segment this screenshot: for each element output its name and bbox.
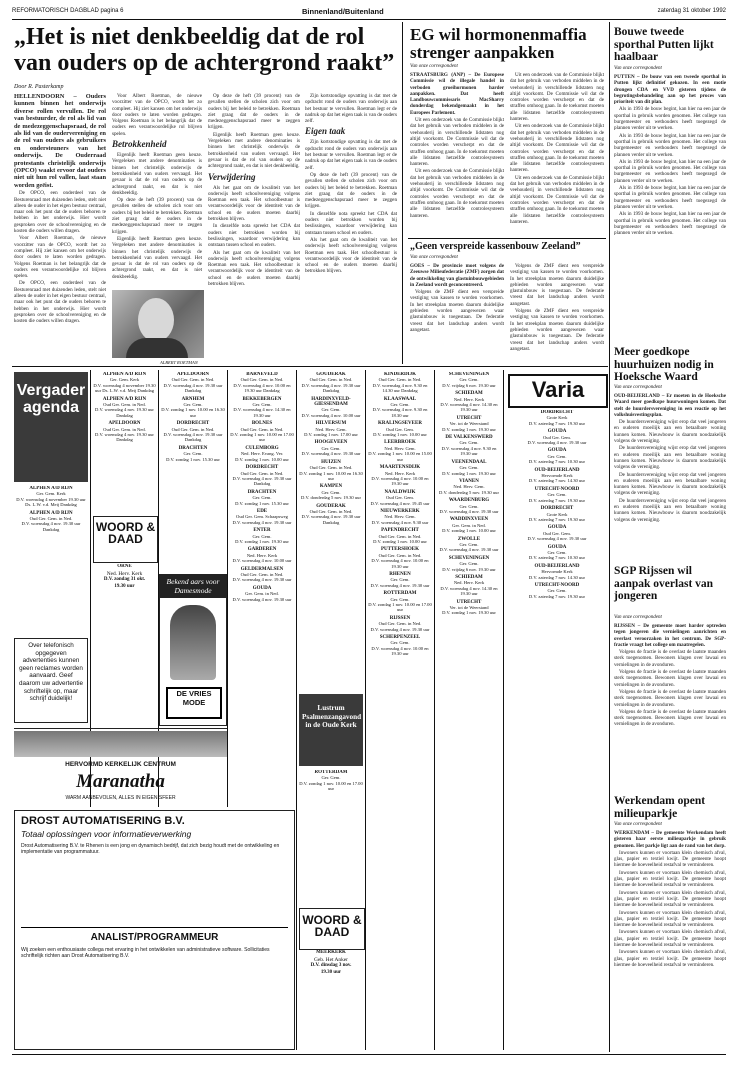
woord-daad-details-2: MEERKERK Geb. Het Anker D.V. dinsdag 3 nov. 19.30 uur — [310, 950, 352, 975]
sporthal-text-b: Als in 1993 de bouw begint, kan hier na een jaar de sporthal in gebruik worden genomen. Het college van burgemeester en wethouders heeft toegezegd de plannen verder uit te werken. — [614, 132, 726, 158]
main-body-2c: Voor Albert Roetman, de nieuwe voorzitter van de OPCO, wordt het zo compleet. Hij ziet kansen om het onderwijs door ouders te laten worden gedragen. Volgens Roetman is het belangrijk dat de ouders een verantwoordelijke rol blijven spelen. — [112, 93, 202, 137]
listing-entry: OUD-BEIJERLAND Hervormde Kerk D.V. zaterdag 7 nov. 14.30 uur — [528, 563, 586, 580]
listing-col-2 — [161, 372, 225, 572]
eg-body: Uit een onderzoek van de Commissie blijkt dat het gebruik van verboden middelen in de veehouderij in verschillende lidstaten nog altijd voorkomt. De Commissie wil dat de controles worden verscherpt en dat de straffen omhoog gaan. In de toekomst moeten alle lidstaten hetzelfde controlesysteem hanteren. — [410, 117, 504, 168]
listing-entry: MAARTENSDIJK Ned. Herv. Kerk D.V. woensdag 4 nov. 10.00 en 19.30 uur — [371, 465, 429, 487]
listing-entry: BOLNES Oud Ger. Gem. in Ned. D.V. zondag 1 nov. 10.00 en 17.00 uur — [230, 421, 294, 443]
main-column-3 — [208, 93, 300, 361]
listing-entry: UTRECHT Ver. tot de Weerstand D.V. zondag 1 nov. 19.30 uur — [442, 415, 496, 432]
listing-entry: VEENENDAAL Ger. Gem. D.V. zondag 1 nov. 19.30 uur — [442, 459, 496, 476]
eg-body-e: Uit een onderzoek van de Commissie blijkt dat het gebruik van verboden middelen in de veehouderij in verschillende lidstaten nog altijd voorkomt. De Commissie wil dat de controles worden verscherpt en dat de straffen omhoog gaan. In de toekomst moeten alle lidstaten hetzelfde controlesysteem hanteren. — [510, 174, 604, 225]
zeeland-body: Volgens de ZMF dient een verspreide vestiging van kassen te worden voorkomen. In het streekplan moeten daarom duidelijke gebieden worden aangewezen waar glastuinbouw is toegestaan. De federatie vreest dat het landschap anders wordt aangetast. — [410, 289, 504, 333]
main-body-7b: In diezelfde nota spreekt het CDA dat ouders niet betrokken worden bij beslissingen, waardoor verwijdering kan ontstaan tussen school en ouders. — [305, 210, 397, 236]
listing-entry: NIEUWERKERK Ned. Herv. Gem. D.V. woensdag 4 nov. 9.30 uur — [371, 508, 429, 525]
maranatha-tagline: WARM AANBEVOLEN, ALLES IN EIGEN SFEER — [65, 795, 176, 801]
main-headline: „Het is niet denkbeeldig dat de rol van ouders op de achtergrond raakt” — [14, 24, 395, 76]
listing-entry: KRALINGSEVEER Oud Ger. Gem. D.V. zondag 1 nov. 10.00 uur — [373, 421, 427, 438]
listing-entry: HUIZEN Oud Ger. Gem. in Ned. D.V. zondag 1 nov. 10.00 en 16.30 uur — [299, 459, 363, 481]
devries-title: Bekend aars voor Damesmode — [160, 575, 226, 598]
zeeland-body-c: Volgens de ZMF dient een verspreide vestiging van kassen te worden voorkomen. In het streekplan moeten daarom duidelijke gebieden worden aangewezen waar glastuinbouw is toegestaan. De federatie vreest dat het landschap anders wordt aangetast. — [510, 308, 604, 352]
listing-entry: GOUDERAK Oud Ger. Gem. in Ned. D.V. woensdag 4 nov. 19.30 uur Dankdag — [301, 372, 361, 394]
listing-entry: GOUDA Ger. Gem. D.V. zaterdag 7 nov. 10.30 uur — [528, 544, 586, 561]
milieu-text: Inwoners kunnen er voortaan klein chemisch afval, glas, papier en textiel kwijt. De gemeente hoopt hiermee de hoeveelheid restafval te verminderen. — [614, 849, 726, 869]
eg-lead: STRAATSBURG (ANP) – De Europese Commissie wil de illegale handel in verboden groeihormonen harder aanpakken. Dat heeft Landbouwcommissaris MacSharry donderdag bekendgemaakt in het Europees Parlement. — [410, 72, 504, 116]
listing-entry: HOOGEVEEN Ger. Gem. D.V. woensdag 4 nov. 19.30 uur — [301, 440, 361, 457]
drost-ad — [14, 810, 295, 1050]
sporthal-text-e: Als in 1993 de bouw begint, kan hier na een jaar de sporthal in gebruik worden genomen. Het college van burgemeester en wethouders heeft toegezegd de plannen verder uit te werken. — [614, 211, 726, 237]
listing-entry: EDE Oud Ger. Gem. Schaapsweg D.V. woensdag 4 nov. 19.30 uur — [232, 508, 292, 525]
main-body-3b: Eigenlijk heeft Roetman geen keuze. Vergeleken met andere denominaties is binnen het christelijk onderwijs de betrokkenheid van ouders vervaagd. Het gevaar is dat de rol van ouders op de achtergrond raakt, en dat is niet denkbeeldig. — [112, 235, 202, 280]
milieu-text-c: Inwoners kunnen er voortaan klein chemisch afval, glas, papier en textiel kwijt. De gemeente hoopt hiermee de hoeveelheid restafval te verminderen. — [614, 889, 726, 909]
sgp-text-c: Volgens de fractie is de overlast de laatste maanden sterk toegenomen. Bewoners klagen over lawaai en vernielingen in de avonduren. — [614, 688, 726, 708]
zeeland-byline: Van onze correspondent — [410, 255, 458, 260]
huurhuizen-body — [614, 393, 726, 565]
listing-entry: WADDINXVEEN Ger. Gem. in Ned. D.V. zondag 1 nov. 10.00 uur — [442, 517, 496, 534]
listing-entry: OUD-BEIJERLAND Hervormde Kerk D.V. zaterdag 7 nov. 14.30 uur — [528, 467, 586, 484]
listing-entry: SCHIEDAM Ned. Herv. Kerk D.V. woensdag 4 nov. 14.30 en 19.30 uur — [440, 575, 498, 597]
huurhuizen-text-d: De huurdersvereniging wijst erop dat veel jongeren en ouderen moeilijk aan een betaalbare woning kunnen komen. Nieuwbouw is daarom noodzakelijk volgens de vereniging. — [614, 497, 726, 523]
model-photo — [170, 605, 216, 680]
main-column-2 — [112, 93, 202, 286]
listing-entry: DORDRECHT Grote Kerk D.V. zaterdag 7 nov. 19.30 uur — [528, 410, 586, 426]
listing-entry: DORDRECHT Oud Ger. Gem. in Ned. D.V. woensdag 4 nov. 19.30 uur Dankdag — [232, 465, 292, 487]
listing-entry: RIJSSEN Oud Ger. Gem. in Ned. D.V. woensdag 4 nov. 19.30 uur — [370, 615, 430, 632]
page-header — [12, 8, 726, 18]
listing-entry: APELDOORN Oud Ger. Gem. in Ned. D.V. woensdag 4 nov. 19.30 uur Dankdag — [163, 372, 223, 394]
listing-col-3 — [230, 372, 294, 807]
listing-entry: WAARDENBURG Ger. Gem. D.V. woensdag 4 nov. 19.30 uur — [439, 498, 499, 514]
zeeland-body-b: Volgens de ZMF dient een verspreide vestiging van kassen te worden voorkomen. In het streekplan moeten daarom duidelijke gebieden worden aangewezen waar glastuinbouw is toegestaan. De federatie vreest dat het landschap anders wordt aangetast. — [510, 263, 604, 307]
listing-entry: UTRECHT-NOORD Ger. Gem. D.V. zaterdag 7 nov. 19.30 uur — [528, 486, 586, 503]
listing-entry: HILVERSUM Ned. Herv. Gem. D.V. zondag 1 nov. 17.00 uur — [304, 421, 358, 438]
listing-entry: ALPHEN A/D RIJN Ger. Gem. Kerk D.V. woensdag 4 november 19.30 uur Ds. L.W. v.d. Meij Dankdag — [93, 372, 156, 394]
listing-entry: DE VALKENSWERD Ger. Gem. D.V. woensdag 4 nov. 9.30 en 19.30 uur — [441, 435, 497, 457]
header-right: zaterdag 31 oktober 1992 — [657, 8, 726, 14]
listing-col-4 — [299, 372, 363, 692]
listing-col-0 — [14, 486, 88, 574]
milieu-body — [614, 830, 726, 1052]
sporthal-lead: PUTTEN – De bouw van een tweede sporthal in Putten lijkt definitief gekozen. In een motie drongen CDA en VVD gisteren tijdens de begrotingsbehandeling aan op het proces van prioriteit van dit plan. — [614, 74, 726, 106]
drost-title: DROST AUTOMATISERING B.V. — [21, 815, 185, 827]
listing-entry: DRACHTEN Ger. Gem. D.V. zondag 1 nov. 15.30 uur — [235, 489, 289, 506]
sporthal-byline: Van onze correspondent — [614, 66, 662, 71]
main-column-1 — [14, 93, 106, 361]
portrait-shoulders — [126, 338, 188, 358]
sgp-body — [614, 623, 726, 791]
main-body-5a: Zijn kortstondige opvatting is dat met de opdracht rond de ouders van onderwijs aan het bestuur te vervullen. Roetman legt er de nadruk op dat het eigen taak is van de ouders zelf. — [305, 93, 397, 125]
main-body-4b: Op deze de heft (39 procent) van de gevallen stellen de scholen zich voor om ouders bij het beleid te betrekken. Roetman ziet graag dat de ouders in de medezeggenschapsraad meer te zeggen krijgen. — [208, 93, 300, 131]
milieu-text-d: Inwoners kunnen er voortaan klein chemisch afval, glas, papier en textiel kwijt. De gemeente hoopt hiermee de hoeveelheid restafval te verminderen. — [614, 909, 726, 929]
listing-entry: RHENEN Ger. Gem. D.V. woensdag 4 nov. 19.30 uur — [370, 572, 430, 588]
drost-vacancy: ANALIST/PROGRAMMEUR — [90, 932, 219, 943]
vergader-agenda-logo: Vergader agenda — [14, 372, 88, 482]
listing-entry: ALPHEN A/D RIJN Ger. Gem. Kerk D.V. woensdag 4 november 19.30 uur Ds. L.W. v.d. Meij Dankdag — [16, 486, 86, 508]
listing-entry: ROTTERDAM Ger. Gem. D.V. zondag 1 nov. 10.00 en 17.00 uur — [368, 591, 432, 613]
portrait-face — [138, 298, 174, 342]
listing-entry: HARDINXVELD-GIESSENDAM Ger. Gem. D.V. woensdag 4 nov. 10.00 uur — [301, 396, 361, 418]
listing-entry: BEKKEBERGEN Ger. Gem. D.V. woensdag 4 nov. 14.30 en 19.30 uur — [233, 396, 291, 418]
main-subhead-2: Eigen taak — [305, 126, 346, 137]
zeeland-lead: GOES – De provincie moet volgens de Zeeuwse Milieufederatie (ZMF) zorgen dat de ontwikkeling van glastuinbouwgebieden in Zeeland wordt geconcentreerd. — [410, 263, 504, 288]
zeeland-column-2 — [510, 263, 604, 366]
listing-entry: ALPHEN A/D RIJN Oud Ger. Gem. in Ned. D.V. woensdag 4 nov. 19.30 uur Dankdag — [95, 396, 154, 418]
milieu-text-b: Inwoners kunnen er voortaan klein chemisch afval, glas, papier en textiel kwijt. De gemeente hoopt hiermee de hoeveelheid restafval te verminderen. — [614, 869, 726, 889]
lustrum-ad: Lustrum Psalmenzangavond in de Oude Kerk — [299, 694, 363, 766]
listing-entry: KLAASWAAL Ger. Gem. D.V. woensdag 4 nov. 9.30 en 18.30 uur — [372, 396, 428, 418]
main-byline: Door R. Pasterkamp — [14, 84, 64, 90]
main-lead: HELLENDOORN – Ouders kunnen binnen het onderwijs diverse rollen vervullen. De rol van bestuurder, de rol als lid van de medezeggenschapsraad, de rol als lid van de oudervereniging en de rol van ouders als gebruikers en ondersteuners van het onderwijs. De Ouderraad protestants christelijk onderwijs (OPCO) waakt ervoor dat ouders niet uit hun rol vallen, laat staan worden geëist. — [14, 93, 106, 189]
listing-entry: SCHEVENINGEN Ger. Gem. D.V. vrijdag 6 nov. 19.30 uur — [442, 372, 496, 388]
listing-entry: BARNEVELD Oud Ger. Gem. in Ned. D.V. woensdag 4 nov. 10.00 en 19.30 uur Dankdag — [233, 372, 291, 394]
sporthal-text: Als in 1993 de bouw begint, kan hier na een jaar de sporthal in gebruik worden genomen. Het college van burgemeester en wethouders heeft toegezegd de plannen verder uit te werken. — [614, 106, 726, 132]
huurhuizen-text-b: De huurdersvereniging wijst erop dat veel jongeren en ouderen moeilijk aan een betaalbare woning kunnen komen. Nieuwbouw is daarom noodzakelijk volgens de vereniging. — [614, 445, 726, 471]
main-column-4 — [305, 93, 397, 361]
sporthal-text-c: Als in 1993 de bouw begint, kan hier na een jaar de sporthal in gebruik worden genomen. Het college van burgemeester en wethouders heeft toegezegd de plannen verder uit te werken. — [614, 158, 726, 184]
listing-entry: ROTTERDAM Ger. Gem. D.V. zondag 1 nov. 10.00 en 17.00 uur — [299, 770, 363, 792]
listing-entry: GELDERMALSEN Oud Ger. Gem. in Ned. D.V. woensdag 4 nov. 19.30 uur — [232, 566, 292, 583]
listing-col-6 — [437, 372, 501, 1050]
sgp-lead: RIJSSEN – De gemeente moet harder optreden tegen jongeren die vernielingen aanrichten en overlast veroorzaken in het centrum. De SGP-fractie vraagt het college om maatregelen. — [614, 623, 726, 648]
listing-entry: ARNHEM Ger. Gem. D.V. zondag 1 nov. 10.00 en 16.30 uur — [161, 396, 225, 418]
listing-entry: ZWOLLE Ger. Gem. D.V. woensdag 4 nov. 19.30 uur — [439, 536, 499, 553]
zeeland-column-1 — [410, 263, 504, 366]
milieu-headline: Werkendam opent milieuparkje — [614, 795, 706, 820]
devries-mode-ad — [159, 574, 227, 726]
building-photo — [14, 731, 227, 757]
woord-daad-ad-2 — [299, 908, 365, 950]
milieu-text-f: Inwoners kunnen er voortaan klein chemisch afval, glas, papier en textiel kwijt. De gemeente hoopt hiermee de hoeveelheid restafval te verminderen. — [614, 949, 726, 968]
maranatha-name: Maranatha — [76, 771, 165, 792]
listing-entry: GARDEREN Ned. Herv. Kerk D.V. woensdag 4 nov. 10.00 uur — [232, 547, 292, 564]
listing-entry: DORDRECHT Grote Kerk D.V. zaterdag 7 nov. 19.30 uur — [528, 506, 586, 522]
main-body-4c: Op deze de heft (39 procent) van de gevallen stellen de scholen zich voor om ouders bij het beleid te betrekken. Roetman ziet graag dat de ouders in de medezeggenschapsraad meer te zeggen krijgen. — [305, 171, 397, 210]
sgp-byline: Van onze correspondent — [614, 615, 662, 620]
maranatha-ad — [14, 728, 227, 807]
sgp-text: Volgens de fractie is de overlast de laatste maanden sterk toegenomen. Bewoners klagen over lawaai en vernielingen in de avonduren. — [614, 649, 726, 668]
listing-entry: ENTER Ger. Gem. D.V. zondag 1 nov. 19.30 uur — [235, 528, 289, 544]
main-body-2: Voor Albert Roetman, de nieuwe voorzitter van de OPCO, wordt het zo compleet. Hij ziet kansen om het onderwijs door ouders te laten worden gedragen. Volgens Roetman is het belangrijk dat de ouders een verantwoordelijke rol blijven spelen. — [14, 235, 106, 280]
listing-entry: UTRECHT Ver. tot de Weerstand D.V. zondag 1 nov. 19.30 uur — [442, 599, 496, 616]
woord-daad-ad-1 — [93, 516, 158, 563]
sgp-text-b: Volgens de fractie is de overlast de laatste maanden sterk toegenomen. Bewoners klagen over lawaai en vernielingen in de avonduren. — [614, 669, 726, 688]
drost-text: Drost Automatisering B.V. te Rhenen is een jong en dynamisch bedrijf, dat zich bezig houdt met de ontwikkeling en implementatie van programmatuur. — [21, 843, 280, 856]
huurhuizen-text: De huurdersvereniging wijst erop dat veel jongeren en ouderen moeilijk aan een betaalbare woning kunnen komen. Nieuwbouw is daarom noodzakelijk volgens de vereniging. — [614, 419, 726, 445]
listing-entry: CULEMBORG Ned. Herv. Evang. Ver. D.V. zondag 1 nov. 10.00 uur — [235, 445, 289, 462]
eg-column-2 — [510, 72, 604, 237]
main-body-3: Eigenlijk heeft Roetman geen keuze. Vergeleken met andere denominaties is binnen het christelijk onderwijs de betrokkenheid van ouders vervaagd. Het gevaar is dat de rol van ouders op de achtergrond raakt, en dat is niet denkbeeldig. — [112, 152, 202, 196]
huurhuizen-byline: Van onze correspondent — [614, 385, 662, 390]
milieu-text-e: Inwoners kunnen er voortaan klein chemisch afval, glas, papier en textiel kwijt. De gemeente hoopt hiermee de hoeveelheid restafval te verminderen. — [614, 929, 726, 949]
listing-col-5 — [368, 372, 432, 1050]
huurhuizen-lead: OUD-BEIJERLAND – Er moeten in de Hoeksche Waard meer goedkope huurwoningen komen. Dat stelt de huurdersvereniging in een reactie op het volkshuisvestingsplan. — [614, 393, 726, 418]
drost-subtitle: Totaal oplossingen voor informatieverwerking — [21, 829, 192, 839]
varia-column — [508, 410, 606, 1050]
main-body-6b: Als het gaat om de kwaliteit van het onderwijs heeft schoolvereniging volgens Roetman een taak. Het schoolbestuur is verantwoordelijk voor de identiteit van de school en de ouders moeten daarbij betrokken blijven. — [208, 249, 300, 288]
milieu-lead: WERKENDAM – De gemeente Werkendam heeft gisteren haar eerste milieuparkje in gebruik genomen. Het parkje ligt aan de rand van het dorp. — [614, 830, 726, 849]
main-subhead-1: Betrokkenheid — [112, 139, 167, 150]
listing-col-1 — [93, 372, 156, 512]
eg-body-d: Uit een onderzoek van de Commissie blijkt dat het gebruik van verboden middelen in de veehouderij in verschillende lidstaten nog altijd voorkomt. De Commissie wil dat de controles worden verscherpt en dat de straffen omhoog gaan. In de toekomst moeten alle lidstaten hetzelfde controlesysteem hanteren. — [510, 123, 604, 174]
eg-body-b: Uit een onderzoek van de Commissie blijkt dat het gebruik van verboden middelen in de veehouderij in verschillende lidstaten nog altijd voorkomt. De Commissie wil dat de controles worden verscherpt en dat de straffen omhoog gaan. In de toekomst moeten alle lidstaten hetzelfde controlesysteem hanteren. — [410, 168, 504, 219]
milieu-byline: Van onze correspondent — [614, 822, 662, 827]
eg-headline: EG wil hormonenmaffia strenger aanpakken — [410, 25, 587, 62]
photo-caption: ALBERT ROETMAN — [160, 360, 198, 365]
sgp-text-d: Volgens de fractie is de overlast de laatste maanden sterk toegenomen. Bewoners klagen over lawaai en vernielingen in de avonduren. — [614, 708, 726, 728]
main-body-1: De OPCO, een onderdeel van de Besturenraad met duizenden leden, stelt niet alleen de ouder in het eigen bestuur centraal, maar ook het punt dat de ouders behoren te hebben in het onderwijs. Hier wordt gesproken over de schoolvereniging en de kosten die ouders willen dragen. — [14, 190, 106, 235]
listing-entry: GOUDA Oud Ger. Gem. D.V. woensdag 4 nov. 19.30 uur — [527, 429, 587, 446]
main-body-7: In diezelfde nota spreekt het CDA dat ouders niet betrokken worden bij beslissingen, waardoor verwijdering kan ontstaan tussen school en ouders. — [208, 223, 300, 249]
listing-entry: PUTTERSHOEK Oud Ger. Gem. in Ned. D.V. woensdag 4 nov. 10.00 en 19.30 uur — [371, 547, 429, 569]
devries-logo: DE VRIES MODE — [166, 687, 222, 719]
listing-entry: GOUDA Ger. Gem. D.V. zaterdag 7 nov. 10.30 uur — [528, 448, 586, 465]
listing-entry: LEERBROEK Ned. Herv. Gem. D.V. zondag 1 nov. 10.00 en 15.00 uur — [368, 440, 432, 462]
advertising-notice: Over telefonisch opgegeven advertenties kunnen geen reclames worden aanvaard. Geef daarom uw advertentie schriftelijk op, maar schrijf duidelijk! — [14, 638, 88, 723]
huurhuizen-text-c: De huurdersvereniging wijst erop dat veel jongeren en ouderen moeilijk aan een betaalbare woning kunnen komen. Nieuwbouw is daarom noodzakelijk volgens de vereniging. — [614, 471, 726, 497]
main-body-6c: Als het gaat om de kwaliteit van het onderwijs heeft schoolvereniging volgens Roetman een taak. Het schoolbestuur is verantwoordelijk voor de identiteit van de school en de ouders moeten daarbij betrokken blijven. — [305, 236, 397, 275]
listing-entry: GOUDERAK Oud Ger. Gem. in Ned. D.V. woensdag 4 nov. 19.30 uur Dankdag — [301, 503, 361, 525]
woord-daad-logo: WOORD & DAAD — [95, 520, 156, 546]
eg-byline: Van onze correspondent — [410, 64, 458, 69]
listing-entry: SCHERPENZEEL Ger. Gem. D.V. woensdag 4 nov. 10.00 en 19.30 uur — [371, 635, 429, 657]
eg-column-1 — [410, 72, 504, 237]
maranatha-title: HERVORMD KERKELIJK CENTRUM — [65, 761, 176, 768]
main-body-5: Zijn kortstondige opvatting is dat met de opdracht rond de ouders van onderwijs aan het bestuur te vervullen. Roetman legt er de nadruk op dat het eigen taak is van de ouders zelf. — [305, 139, 397, 171]
listing-entry: VIANEN Ned. Herv. Gem. D.V. donderdag 5 nov. 19.30 uur — [439, 478, 499, 495]
huurhuizen-headline: Meer goedkope huurhuizen nodig in Hoeksche Waard — [614, 346, 714, 383]
header-center: Binnenland/Buitenland — [302, 7, 384, 16]
sgp-headline: SGP Rijssen wil aanpak overlast van jongeren — [614, 565, 714, 602]
listing-entry: SCHIEDAM Ned. Herv. Kerk D.V. woensdag 4 nov. 14.30 en 19.30 uur — [440, 391, 498, 413]
listing-entry: GOUDA Oud Ger. Gem. D.V. woensdag 4 nov. 19.30 uur — [527, 525, 587, 542]
sporthal-text-d: Als in 1993 de bouw begint, kan hier na een jaar de sporthal in gebruik worden genomen. Het college van burgemeester en wethouders heeft toegezegd de plannen verder uit te werken. — [614, 185, 726, 210]
sporthal-body — [614, 74, 726, 339]
woord-daad-details-1: ORNE Ned. Herv. Kerk D.V. zondag 31 okt. 19.30 uur — [103, 564, 146, 589]
listing-entry: KAMPEN Ger. Gem. D.V. donderdag 5 nov. 19.30 uur — [301, 484, 361, 501]
portrait-photo — [112, 290, 204, 358]
listing-entry: SCHEVENINGEN Ger. Gem. D.V. vrijdag 6 nov. 19.30 uur — [442, 555, 496, 572]
main-body-6: Als het gaat om de kwaliteit van het onderwijs heeft schoolvereniging volgens Roetman een taak. Het schoolbestuur is verantwoordelijk voor de identiteit van de school en de ouders moeten daarbij betrokken blijven. — [208, 184, 300, 223]
listing-entry: DORDRECHT Oud Ger. Gem. in Ned. D.V. woensdag 4 nov. 19.30 uur Dankdag — [163, 421, 223, 443]
varia-logo: Varia — [508, 374, 608, 408]
listing-entry: DRACHTEN Ger. Gem. D.V. zondag 1 nov. 15.30 uur — [166, 445, 220, 462]
zeeland-headline: „Geen verspreide kassenbouw Zeeland” — [410, 241, 581, 252]
drost-detail: Wij zoeken een enthousiaste collega met ervaring in het ontwikkelen van administratieve software. Sollicitaties schriftelijk richten aan Drost Automatisering B.V. — [21, 947, 270, 960]
sporthal-headline: Bouwe tweede sporthal Putten lijkt haalbaar — [614, 26, 714, 63]
main-subhead-3: Verwijdering — [208, 171, 256, 182]
main-body-4: Op deze de heft (39 procent) van de gevallen stellen de scholen zich voor om ouders bij het beleid te betrekken. Roetman ziet graag dat de ouders in de medezeggenschapsraad meer te zeggen krijgen. — [112, 197, 202, 235]
listing-entry: NAALDWIJK Oud Ger. Gem. D.V. woensdag 4 nov. 19.45 uur — [370, 489, 430, 506]
listing-entry: ALPHEN A/D RIJN Oud Ger. Gem. in Ned. D.V. woensdag 4 nov. 19.30 uur Dankdag — [21, 510, 81, 532]
eg-body-c: Uit een onderzoek van de Commissie blijkt dat het gebruik van verboden middelen in de veehouderij in verschillende lidstaten nog altijd voorkomt. De Commissie wil dat de controles worden verscherpt en dat de straffen omhoog gaan. In de toekomst moeten alle lidstaten hetzelfde controlesysteem hanteren. — [510, 72, 604, 123]
main-body-2b: De OPCO, een onderdeel van de Besturenraad met duizenden leden, stelt niet alleen de ouder in het eigen bestuur centraal, maar ook het punt dat de ouders behoren te hebben in het onderwijs. Hier wordt gesproken over de schoolvereniging en de kosten die ouders willen dragen. — [14, 280, 106, 325]
listing-entry: UTRECHT-NOORD Ger. Gem. D.V. zaterdag 7 nov. 19.30 uur — [528, 582, 586, 599]
listing-entry: KINDERDIJK Oud Ger. Gem. in Ned. D.V. woensdag 4 nov. 9.30 en 14.30 uur Dankdag — [372, 372, 428, 394]
listing-col-4b — [299, 770, 363, 808]
woord-daad-logo-2: WOORD & DAAD — [302, 913, 362, 939]
listing-entry: GOUDA Ger. Gem. in Ned. D.V. woensdag 4 nov. 19.30 uur — [232, 585, 292, 602]
main-body-3c: Eigenlijk heeft Roetman geen keuze. Vergeleken met andere denominaties is binnen het christelijk onderwijs de betrokkenheid van ouders vervaagd. Het gevaar is dat de rol van ouders op de achtergrond raakt, en dat is niet denkbeeldig. — [208, 131, 300, 170]
listing-entry: PAPENDRECHT Oud Ger. Gem. in Ned. D.V. zondag 1 nov. 10.00 uur — [373, 528, 427, 544]
listing-entry: APELDOORN Oud Ger. Gem. in Ned. D.V. woensdag 4 nov. 19.30 uur Dankdag — [95, 421, 154, 443]
header-left: REFORMATORISCH DAGBLAD pagina 6 — [12, 8, 124, 14]
